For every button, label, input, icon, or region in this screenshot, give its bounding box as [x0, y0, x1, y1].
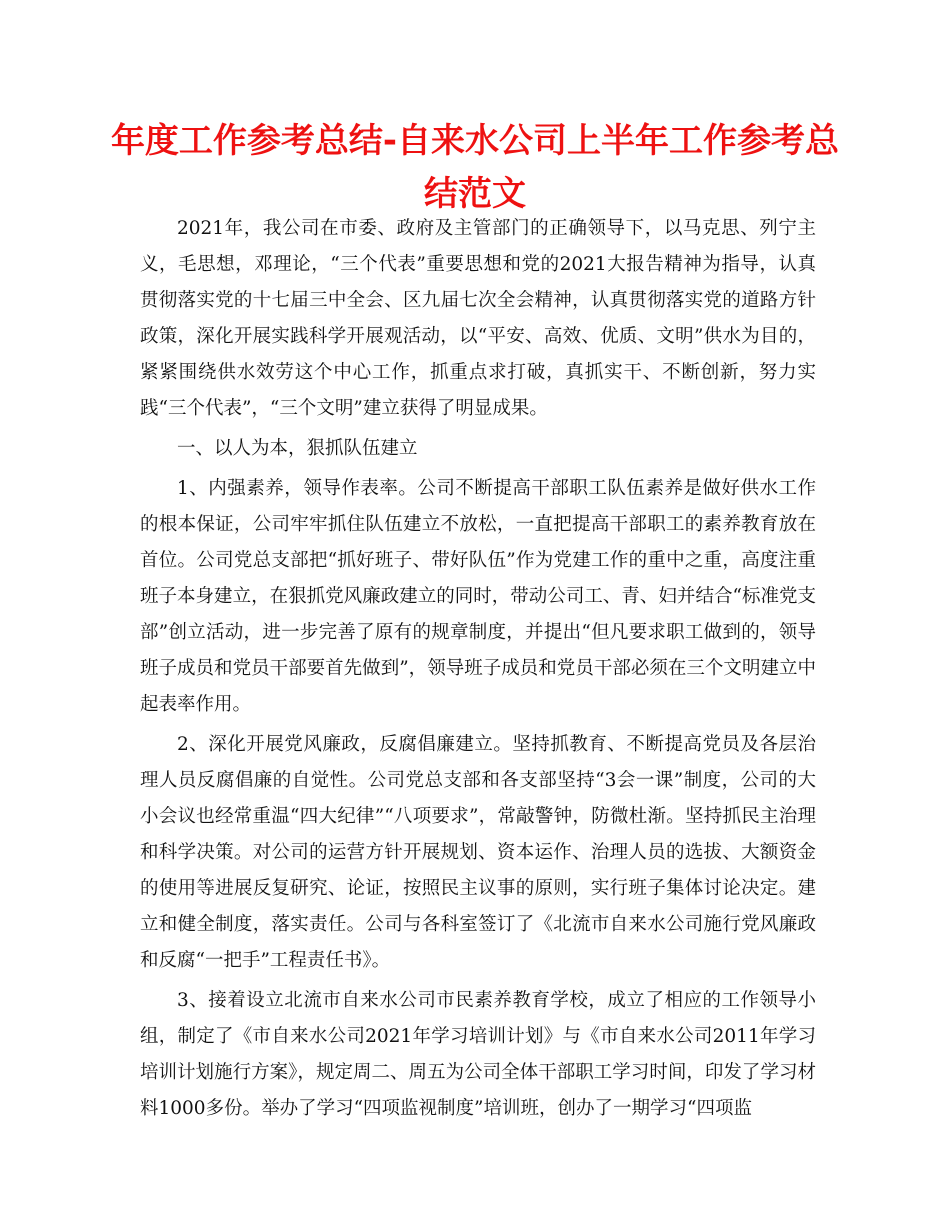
- section-heading-1: 一、以人为本，狠抓队伍建立: [177, 438, 418, 459]
- paragraph-item-1: 1、内强素养，领导作表率。公司不断提高干部职工队伍素养是做好供水工作的根本保证，公司牢牢抓住队伍建立不放松，一直把提高干部职工的素养教育放在首位。公司党总支部把“抓好班子、带好队伍”作为党建工作的重中之重，高度注重班子本身建立，在狠抓党风廉政建立的同时，带动公司工、青、妇并结合“标准党支部”创立活动，进一步完善了原有的规章制度，并提出“但凡要求职工做到的，领导班子成员和党员干部要首先做到”，领导班子成员和党员干部必须在三个文明建立中起表率作用。: [140, 478, 816, 715]
- document-body: [140, 211, 816, 1127]
- document-title: 年度工作参考总结-自来水公司上半年工作参考总结范文: [110, 121, 840, 214]
- paragraph-item-2: 2、深化开展党风廉政，反腐倡廉建立。坚持抓教育、不断提高党员及各层治理人员反腐倡廉的自觉性。公司党总支部和各支部坚持“3会一课”制度，公司的大小会议也经常重温“四大纪律”“八项要求”，常敲警钟，防微杜渐。坚持抓民主治理和科学决策。对公司的运营方针开展规划、资本运作、治理人员的选拔、大额资金的使用等进展反复研究、论证，按照民主议事的原则，实行班子集体讨论决定。建立和健全制度，落实责任。公司与各科室签订了《北流市自来水公司施行党风廉政和反腐“一把手”工程责任书》。: [140, 734, 816, 971]
- paragraph-intro: 2021年，我公司在市委、政府及主管部门的正确领导下，以马克思、列宁主义，毛思想，邓理论，“三个代表”重要思想和党的2021大报告精神为指导，认真贯彻落实党的十七届三中全会、区九届七次全会精神，认真贯彻落实党的道路方针政策，深化开展实践科学开展观活动，以“平安、高效、优质、文明”供水为目的，紧紧围绕供水效劳这个中心工作，抓重点求打破，真抓实干、不断创新，努力实践“三个代表”，“三个文明”建立获得了明显成果。: [140, 218, 816, 419]
- paragraph-item-3: 3、接着设立北流市自来水公司市民素养教育学校，成立了相应的工作领导小组，制定了《市自来水公司2021年学习培训计划》与《市自来水公司2011年学习培训计划施行方案》，规定周二、周五为公司全体干部职工学习时间，印发了学习材料1000多份。举办了学习“四项监视制度”培训班，创办了一期学习“四项监: [140, 990, 816, 1119]
